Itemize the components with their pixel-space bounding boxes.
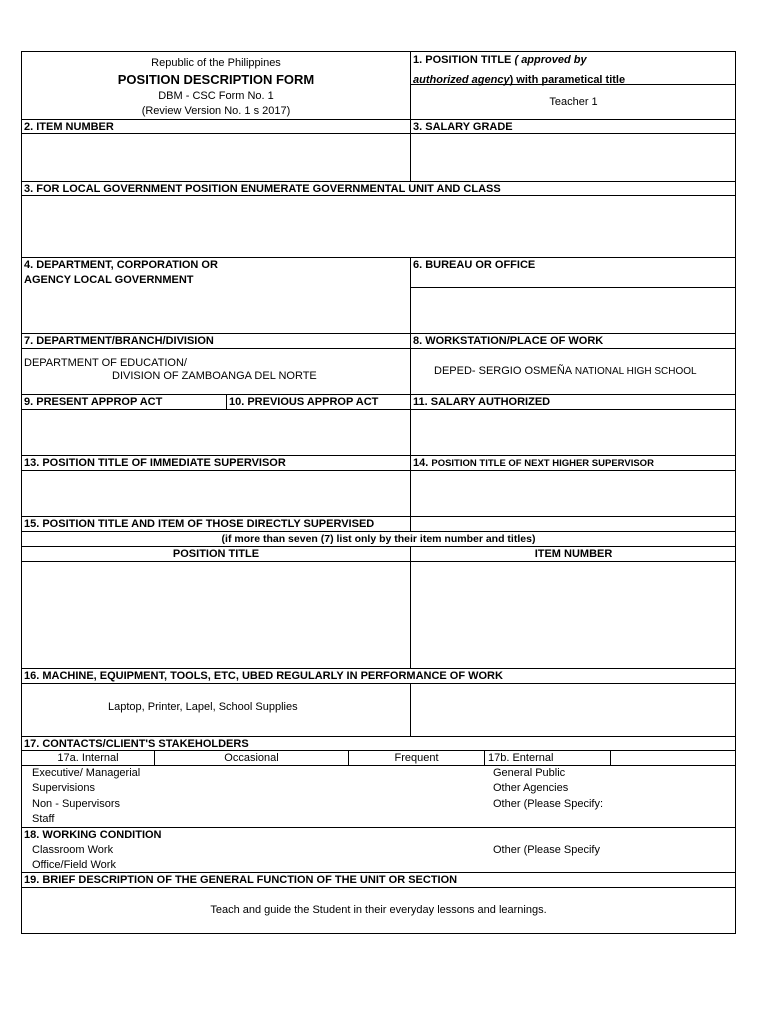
working-condition-other: Other (Please Specify [493, 844, 600, 856]
general-function-label: 19. BRIEF DESCRIPTION OF THE GENERAL FUNCTION OF THE UNIT OR SECTION [24, 874, 458, 886]
row-divider [22, 470, 735, 471]
row-divider [22, 516, 735, 517]
workstation-value[interactable] [434, 366, 697, 377]
contacts-external-header: 17b. Enternal [488, 752, 554, 764]
row-divider [22, 531, 735, 532]
equipment-label: 16. MACHINE, EQUIPMENT, TOOLS, ETC, UBED REGULARLY IN PERFORMANCE OF WORK [24, 670, 503, 682]
column-divider [226, 394, 227, 409]
row-divider [22, 195, 735, 196]
column-divider [410, 394, 411, 531]
form-number: DBM - CSC Form No. 1 [158, 90, 274, 102]
contacts-internal-header: 17a. Internal [57, 752, 119, 764]
department-label-line2: AGENCY LOCAL GOVERNMENT [24, 274, 194, 286]
position-title-label-line2 [413, 75, 625, 86]
internal-item: Supervisions [32, 782, 95, 794]
approp-act-field[interactable] [23, 411, 409, 454]
workstation-value-suffix: NATIONAL HIGH SCHOOL [572, 366, 697, 377]
position-title-label [413, 55, 587, 66]
row-divider [22, 765, 735, 766]
row-divider [22, 119, 735, 120]
department-field[interactable] [23, 290, 409, 332]
salary-authorized-label: 11. SALARY AUTHORIZED [413, 396, 551, 408]
position-title-label-suffix: ) with parametical title [509, 74, 626, 86]
row-divider [22, 257, 735, 258]
position-title-label-agency: authorized agency [413, 74, 510, 86]
row-divider [22, 887, 735, 888]
workstation-label: 8. WORKSTATION/PLACE OF WORK [413, 335, 604, 347]
row-divider [22, 348, 735, 349]
salary-grade-field[interactable] [412, 135, 734, 180]
row-divider [410, 287, 735, 288]
column-divider [410, 546, 411, 668]
external-item: Other (Please Specify: [493, 798, 604, 810]
workstation-value-name: DEPED- SERGIO OSMEÑA [434, 365, 573, 377]
position-description-form [21, 51, 736, 934]
equipment-value[interactable]: Laptop, Printer, Lapel, School Supplies [108, 701, 298, 713]
row-divider [22, 546, 735, 547]
row-divider [22, 455, 735, 456]
bureau-label: 6. BUREAU OR OFFICE [413, 259, 536, 271]
previous-approp-label: 10. PREVIOUS APPROP ACT [229, 396, 379, 408]
next-supervisor-label-number: 14. [413, 457, 432, 469]
row-divider [22, 872, 735, 873]
equipment-extra-cell[interactable] [412, 685, 734, 735]
column-divider [610, 750, 611, 765]
row-divider [22, 333, 735, 334]
item-number-field[interactable] [23, 135, 409, 180]
supervised-item-cell[interactable] [412, 563, 734, 667]
form-version: (Review Version No. 1 s 2017) [141, 105, 291, 117]
present-approp-label: 9. PRESENT APPROP ACT [24, 396, 163, 408]
row-divider [22, 750, 735, 751]
row-divider [22, 827, 735, 828]
position-title-label-prefix: 1. POSITION TITLE [413, 54, 515, 66]
position-title-value[interactable]: Teacher 1 [549, 96, 598, 108]
row-divider [22, 181, 735, 182]
division-value-line1[interactable]: DEPARTMENT OF EDUCATION/ [24, 357, 187, 369]
column-divider [484, 750, 485, 765]
row-divider [22, 409, 735, 410]
external-item: General Public [493, 767, 566, 779]
working-condition-label: 18. WORKING CONDITION [24, 829, 162, 841]
column-divider [410, 52, 411, 181]
internal-item: Non - Supervisors [32, 798, 121, 810]
local-govt-label: 3. FOR LOCAL GOVERNMENT POSITION ENUMERATE GOVERNMENTAL UNIT AND CLASS [24, 183, 501, 195]
supervised-note: (if more than seven (7) list only by their item number and titles) [221, 533, 536, 545]
immediate-supervisor-field[interactable] [23, 472, 409, 515]
form-title: POSITION DESCRIPTION FORM [117, 72, 315, 87]
row-divider [22, 668, 735, 669]
contacts-label: 17. CONTACTS/CLIENT'S STAKEHOLDERS [24, 738, 249, 750]
contacts-frequent-header: Frequent [394, 752, 439, 764]
contacts-occasional-header: Occasional [224, 752, 279, 764]
next-supervisor-label-text: POSITION TITLE OF NEXT HIGHER SUPERVISOR [431, 458, 654, 469]
working-condition-item: Office/Field Work [32, 859, 116, 871]
column-divider [410, 257, 411, 394]
supervised-label: 15. POSITION TITLE AND ITEM OF THOSE DIRECTLY SUPERVISED [24, 518, 375, 530]
division-label: 7. DEPARTMENT/BRANCH/DIVISION [24, 335, 214, 347]
row-divider [22, 683, 735, 684]
row-divider [22, 736, 735, 737]
working-condition-item: Classroom Work [32, 844, 114, 856]
external-item: Other Agencies [493, 782, 569, 794]
row-divider [22, 561, 735, 562]
next-supervisor-label [413, 458, 654, 469]
department-label-line1: 4. DEPARTMENT, CORPORATION OR [24, 259, 218, 271]
internal-item: Staff [32, 813, 55, 825]
supervised-col-position: POSITION TITLE [172, 548, 260, 560]
item-number-label: 2. ITEM NUMBER [24, 121, 114, 133]
position-title-label-note: ( approved by [514, 54, 587, 66]
salary-authorized-field[interactable] [412, 411, 734, 454]
general-function-value[interactable]: Teach and guide the Student in their everyday lessons and learnings. [210, 904, 547, 916]
republic-text: Republic of the Philippines [151, 57, 281, 69]
internal-item: Executive/ Managerial [32, 767, 141, 779]
supervised-col-item: ITEM NUMBER [534, 548, 613, 560]
bureau-field[interactable] [412, 290, 734, 332]
local-govt-field[interactable] [23, 197, 734, 256]
row-divider [22, 394, 735, 395]
supervised-position-cell[interactable] [23, 563, 409, 667]
immediate-supervisor-label: 13. POSITION TITLE OF IMMEDIATE SUPERVISOR [24, 457, 286, 469]
next-supervisor-field[interactable] [412, 472, 734, 515]
column-divider [410, 683, 411, 736]
row-divider [22, 133, 735, 134]
division-value-line2[interactable]: DIVISION OF ZAMBOANGA DEL NORTE [112, 370, 317, 382]
salary-grade-label: 3. SALARY GRADE [413, 121, 513, 133]
